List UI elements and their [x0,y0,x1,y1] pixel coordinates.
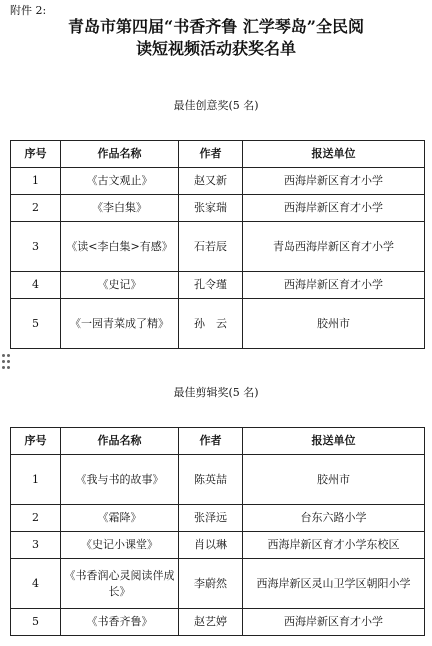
cell-author: 陈英喆 [179,455,243,505]
cell-no: 3 [11,532,61,559]
table-row [11,532,425,559]
cell-name: 《书香润心灵阅读伴成长》 [61,559,179,609]
title-line-1: 青岛市第四届“书香齐鲁 汇学琴岛”全民阅 [68,17,364,36]
header-name: 作品名称 [61,141,179,168]
cell-author: 张家瑞 [179,195,243,222]
cell-name: 《我与书的故事》 [61,455,179,505]
document-title [0,16,432,60]
table-header-row [11,141,425,168]
section1-title: 最佳创意奖(5 名) [173,99,259,112]
cell-author: 孔令瑾 [179,272,243,299]
cell-author: 赵又新 [179,168,243,195]
cell-unit: 西海岸新区育才小学 [243,195,425,222]
table-header-row [11,428,425,455]
cell-name: 《读<李白集>有感》 [61,222,179,272]
cell-unit: 西海岸新区育才小学 [243,168,425,195]
cell-unit: 胶州市 [243,299,425,349]
cell-no: 2 [11,195,61,222]
header-author: 作者 [179,428,243,455]
table-row [11,222,425,272]
cell-author: 孙 云 [179,299,243,349]
cell-unit: 西海岸新区育才小学 [243,609,425,636]
cell-unit: 青岛西海岸新区育才小学 [243,222,425,272]
cell-name: 《霜降》 [61,505,179,532]
section2-table [10,427,425,636]
cell-unit: 西海岸新区育才小学东校区 [243,532,425,559]
cell-unit: 西海岸新区灵山卫学区朝阳小学 [243,559,425,609]
cell-no: 1 [11,168,61,195]
table-row [11,505,425,532]
table-row [11,299,425,349]
cell-author: 赵艺婷 [179,609,243,636]
header-author: 作者 [179,141,243,168]
cell-no: 5 [11,609,61,636]
cell-name: 《李白集》 [61,195,179,222]
title-line-2: 读短视频活动获奖名单 [135,39,296,58]
table-row [11,195,425,222]
table-row [11,455,425,505]
header-name: 作品名称 [61,428,179,455]
cell-author: 李蔚然 [179,559,243,609]
section2-title: 最佳剪辑奖(5 名) [173,386,259,399]
cell-no: 3 [11,222,61,272]
cell-unit: 台东六路小学 [243,505,425,532]
header-no: 序号 [11,141,61,168]
cell-no: 4 [11,559,61,609]
cell-no: 2 [11,505,61,532]
header-unit: 报送单位 [243,141,425,168]
cell-author: 张泽远 [179,505,243,532]
cell-name: 《史记》 [61,272,179,299]
drag-handle-icon[interactable] [2,354,12,374]
cell-no: 5 [11,299,61,349]
cell-unit: 胶州市 [243,455,425,505]
cell-name: 《古文观止》 [61,168,179,195]
table-row [11,609,425,636]
annex-label: 附件 2: [10,4,47,17]
cell-unit: 西海岸新区育才小学 [243,272,425,299]
header-no: 序号 [11,428,61,455]
cell-author: 石若辰 [179,222,243,272]
cell-name: 《书香齐鲁》 [61,609,179,636]
cell-author: 肖以琳 [179,532,243,559]
table-row [11,559,425,609]
cell-no: 1 [11,455,61,505]
section1-table [10,140,425,349]
table-row [11,168,425,195]
cell-name: 《一园青菜成了精》 [61,299,179,349]
header-unit: 报送单位 [243,428,425,455]
cell-name: 《史记小课堂》 [61,532,179,559]
cell-no: 4 [11,272,61,299]
table-row [11,272,425,299]
